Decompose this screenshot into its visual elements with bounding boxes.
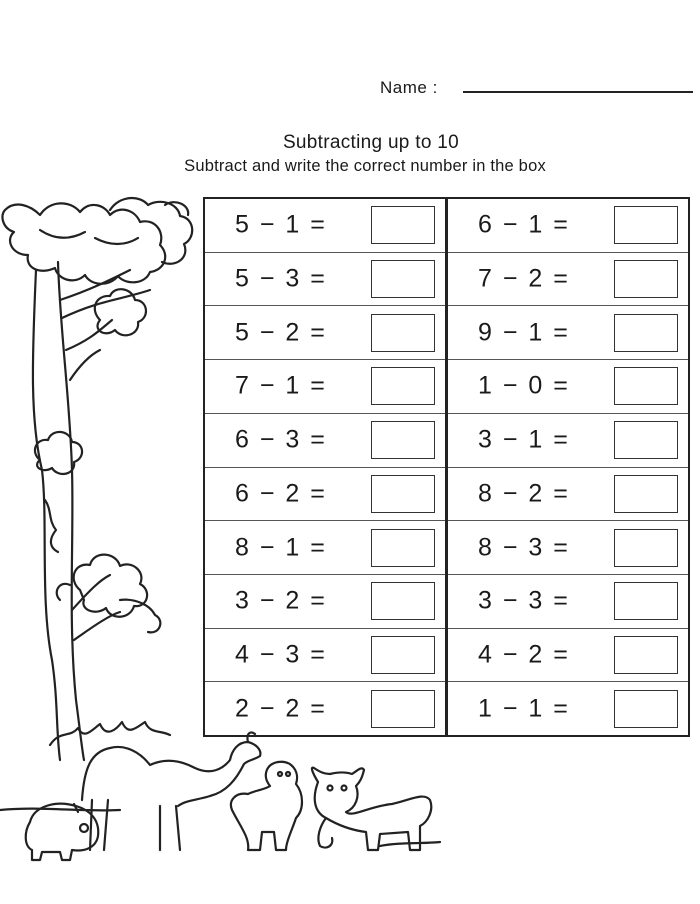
problem-row — [205, 629, 445, 683]
equation: 6 − 1 = — [478, 210, 570, 239]
answer-box[interactable] — [371, 260, 435, 298]
equation: 5 − 3 = — [235, 264, 327, 293]
equation: 4 − 2 = — [478, 640, 570, 669]
answer-box[interactable] — [614, 690, 678, 728]
worksheet-instructions: Subtract and write the correct number in the box — [184, 157, 546, 175]
answer-box[interactable] — [371, 475, 435, 513]
answer-box[interactable] — [614, 314, 678, 352]
grass-icon — [50, 722, 170, 745]
problem-row — [448, 306, 688, 360]
problem-row — [205, 253, 445, 307]
problem-row — [205, 199, 445, 253]
problem-row — [205, 360, 445, 414]
answer-box[interactable] — [614, 529, 678, 567]
equation: 8 − 2 = — [478, 479, 570, 508]
equation: 3 − 3 = — [478, 586, 570, 615]
equation: 1 − 0 = — [478, 371, 570, 400]
answer-box[interactable] — [371, 314, 435, 352]
answer-box[interactable] — [614, 475, 678, 513]
answer-box[interactable] — [371, 421, 435, 459]
equation: 6 − 3 = — [235, 425, 327, 454]
problem-row — [205, 414, 445, 468]
problem-row — [205, 521, 445, 575]
problem-row — [205, 575, 445, 629]
problem-column-right — [445, 199, 688, 735]
problem-row — [448, 575, 688, 629]
equation: 5 − 1 = — [235, 210, 327, 239]
problem-row — [448, 629, 688, 683]
problem-row — [448, 253, 688, 307]
answer-box[interactable] — [614, 206, 678, 244]
answer-box[interactable] — [614, 421, 678, 459]
problem-row — [448, 682, 688, 735]
pig-icon — [26, 804, 99, 860]
problem-row — [205, 468, 445, 522]
answer-box[interactable] — [371, 367, 435, 405]
equation: 3 − 2 = — [235, 586, 327, 615]
equation: 5 − 2 = — [235, 318, 327, 347]
equation: 1 − 1 = — [478, 694, 570, 723]
tree-icon — [2, 198, 192, 760]
worksheet-title: Subtracting up to 10 — [282, 132, 460, 153]
problem-row — [448, 468, 688, 522]
problem-row — [448, 521, 688, 575]
problem-grid — [203, 197, 690, 737]
name-field-row — [380, 78, 696, 100]
problem-row — [448, 199, 688, 253]
answer-box[interactable] — [371, 206, 435, 244]
answer-box[interactable] — [614, 367, 678, 405]
answer-box[interactable] — [614, 582, 678, 620]
monkey-icon — [231, 762, 302, 850]
problem-column-left — [205, 199, 445, 735]
problem-row — [205, 306, 445, 360]
answer-box[interactable] — [614, 260, 678, 298]
answer-box[interactable] — [371, 529, 435, 567]
equation: 8 − 1 = — [235, 533, 327, 562]
equation: 2 − 2 = — [235, 694, 327, 723]
camel-icon — [82, 732, 260, 850]
answer-box[interactable] — [614, 636, 678, 674]
problem-row — [448, 414, 688, 468]
equation: 7 − 1 = — [235, 371, 327, 400]
answer-box[interactable] — [371, 582, 435, 620]
equation: 7 − 2 = — [478, 264, 570, 293]
equation: 9 − 1 = — [478, 318, 570, 347]
cow-icon — [312, 768, 431, 850]
name-write-line[interactable] — [463, 91, 693, 93]
problem-row — [448, 360, 688, 414]
equation: 4 − 3 = — [235, 640, 327, 669]
problem-row — [205, 682, 445, 735]
equation: 6 − 2 = — [235, 479, 327, 508]
equation: 3 − 1 = — [478, 425, 570, 454]
name-label: Name : — [380, 78, 438, 97]
answer-box[interactable] — [371, 636, 435, 674]
answer-box[interactable] — [371, 690, 435, 728]
equation: 8 − 3 = — [478, 533, 570, 562]
